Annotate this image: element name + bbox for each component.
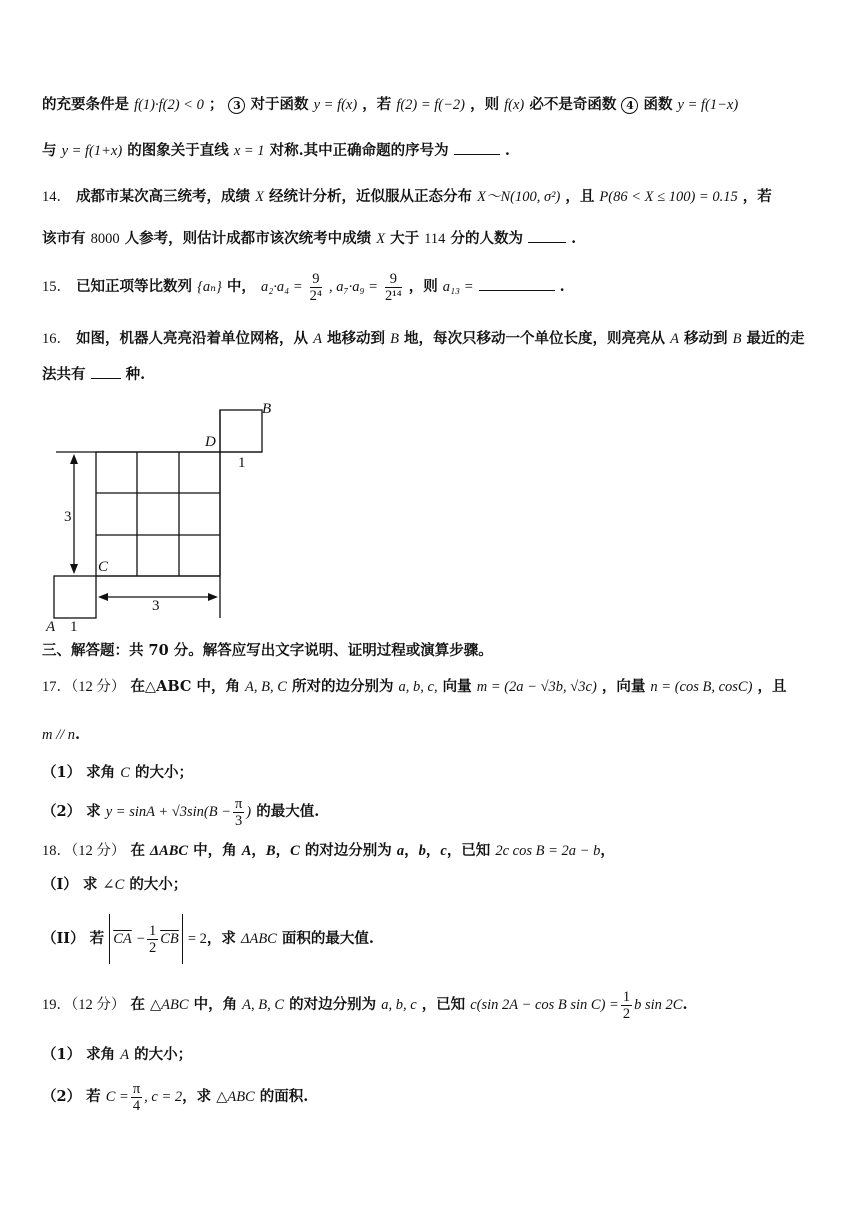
- math-expr: ∠C: [102, 877, 125, 893]
- q19-part2: [42, 1078, 838, 1116]
- text: .: [504, 142, 510, 159]
- math-expr: m = (2a − √3b, √3c): [476, 679, 597, 695]
- numerator: 1: [622, 988, 631, 1005]
- part-label: （2）: [42, 803, 82, 820]
- text: .: [559, 278, 565, 295]
- fraction: [233, 796, 244, 829]
- question-number: 15．: [42, 279, 71, 295]
- label-3-vertical: 3: [64, 509, 72, 525]
- text: 向量: [442, 678, 472, 695]
- numerator: 9: [385, 271, 402, 288]
- numerator: 1: [148, 922, 157, 939]
- grid-outline: [96, 452, 220, 576]
- q18-part1: [42, 874, 838, 896]
- denominator: 3: [235, 812, 243, 829]
- text: 求: [82, 876, 98, 893]
- text: 的最大值.: [256, 803, 320, 820]
- text: 求: [86, 803, 101, 820]
- denominator: 2⁴: [309, 287, 322, 304]
- label-a: A: [46, 619, 56, 635]
- question-number: 18．（12 分）: [42, 843, 126, 859]
- math-expr: , a₇·a₉ =: [329, 279, 378, 295]
- text: 在△ABC 中，角: [130, 678, 240, 695]
- section-heading: [42, 640, 838, 662]
- text: 大于: [390, 230, 420, 247]
- math-num: 8000: [90, 231, 120, 247]
- math-expr: n = (cos B, cosC): [650, 679, 753, 695]
- math-expr: f(2) = f(−2): [396, 97, 466, 113]
- text: 中，: [226, 278, 256, 295]
- q13-line2: [42, 140, 838, 162]
- math-expr: 2c cos B = 2a − b: [495, 843, 601, 859]
- text: 与: [42, 142, 57, 159]
- section-title: 三、解答题：共 70 分。解答应写出文字说明、证明过程或演算步骤。: [42, 642, 493, 659]
- q19-part1: [42, 1044, 838, 1066]
- text: ，: [275, 842, 291, 859]
- text: ，则: [470, 96, 500, 113]
- text: 人参考，则估计成都市该次统考中成绩: [124, 230, 372, 247]
- text: 种.: [125, 366, 146, 383]
- text: ，: [251, 842, 266, 859]
- numerator: 9: [310, 271, 322, 288]
- math-expr: a, b, c,: [398, 679, 438, 695]
- text: 的大小；: [134, 1046, 193, 1063]
- denominator: 4: [132, 1097, 141, 1114]
- math-var: b: [418, 843, 426, 859]
- text: ，求: [182, 1088, 212, 1105]
- q16-line1: [42, 328, 838, 350]
- answer-blank: [91, 364, 121, 379]
- math-var: B: [265, 843, 276, 859]
- math-var: A: [313, 331, 322, 347]
- text: 经统计分析，近似服从正态分布: [269, 188, 473, 205]
- math-expr: C =: [105, 1089, 129, 1105]
- text: 若: [89, 930, 105, 947]
- text: .: [571, 230, 577, 247]
- text: 分的人数为: [450, 230, 523, 247]
- math-expr: f(x): [504, 97, 525, 113]
- math-num: 114: [424, 231, 446, 247]
- math-var: C: [120, 765, 130, 781]
- math-expr: A, B, C: [245, 679, 287, 695]
- q15-line: [42, 268, 838, 306]
- math-expr: b sin 2C: [634, 997, 683, 1013]
- vector: $\overline{CA}$: [113, 931, 132, 947]
- math-expr: , c = 2: [144, 1089, 183, 1105]
- text: 地移动到: [327, 330, 386, 347]
- text: ，已知: [421, 996, 466, 1013]
- text: 在: [130, 996, 145, 1013]
- math-expr: m // n: [42, 727, 76, 743]
- label-3-horizontal: 3: [152, 598, 160, 614]
- text: 求角: [86, 1046, 116, 1063]
- label-1-bottom: 1: [70, 619, 78, 635]
- arrowhead-right: [208, 593, 218, 601]
- text: ，: [404, 842, 419, 859]
- math-var: A: [120, 1047, 130, 1063]
- question-number: 14．: [42, 189, 71, 205]
- arrowhead-left: [98, 593, 108, 601]
- part-label: （2）: [42, 1088, 82, 1105]
- grid-figure: [40, 398, 290, 636]
- part-label: （II）: [42, 930, 85, 947]
- math-expr: a, b, c: [381, 997, 417, 1013]
- text: ，向量: [601, 678, 646, 695]
- question-number: 17．（12 分）: [42, 679, 126, 695]
- question-number: 19．（12 分）: [42, 997, 126, 1013]
- q16-line2: [42, 364, 838, 386]
- text: 函数: [643, 96, 673, 113]
- math-expr: c(sin 2A − cos B sin C) =: [470, 997, 619, 1013]
- arrowhead-up: [70, 454, 78, 464]
- text: 若: [86, 1088, 101, 1105]
- math-var: c: [440, 843, 447, 859]
- text: 已知正项等比数列: [76, 278, 193, 295]
- text: 法共有: [42, 366, 86, 383]
- q18-line1: [42, 840, 838, 862]
- fraction: [385, 271, 402, 304]
- q13-line1: [42, 94, 838, 116]
- math-expr: y = f(x): [313, 97, 358, 113]
- text: 必不是奇函数: [529, 96, 617, 113]
- math-expr: △ABC: [150, 997, 189, 1013]
- math-expr: ΔABC: [240, 931, 277, 947]
- operator: −: [136, 931, 145, 947]
- text: ，求: [206, 930, 236, 947]
- math-expr: x = 1: [233, 143, 265, 159]
- vector: $\overline{CB}$: [160, 931, 179, 947]
- math-expr: {aₙ}: [197, 279, 222, 295]
- answer-blank: [528, 228, 566, 243]
- text: 所对的边分别为: [291, 678, 394, 695]
- math-expr: a₁₃ =: [442, 279, 474, 295]
- math-expr: ΔABC: [150, 843, 189, 859]
- circled-number: 3: [228, 97, 245, 114]
- math-var: a: [396, 843, 405, 859]
- math-var: A: [241, 843, 252, 859]
- text: ，且: [565, 188, 595, 205]
- text: 的面积.: [259, 1088, 309, 1105]
- text: ，: [425, 842, 441, 859]
- label-b: B: [262, 401, 272, 417]
- arrowhead-down: [70, 564, 78, 574]
- answer-blank: [454, 140, 500, 155]
- math-expr: A, B, C: [242, 997, 285, 1013]
- question-number: 16．: [42, 331, 71, 347]
- denominator: 2¹⁴: [384, 287, 402, 304]
- math-expr: f(1)·f(2) < 0: [134, 97, 204, 113]
- math-expr: X～N(100, σ²): [477, 189, 561, 205]
- answer-blank: [479, 276, 555, 291]
- box-ac: [54, 576, 96, 618]
- text: ；: [208, 96, 224, 113]
- math-expr: △ABC: [216, 1089, 255, 1105]
- text: 的对边分别为: [304, 842, 392, 859]
- q18-part2: [42, 914, 838, 964]
- math-var: A: [670, 331, 679, 347]
- text: 的图象关于直线: [127, 142, 229, 159]
- text: 中，角: [193, 996, 238, 1013]
- text: ，则: [408, 278, 438, 295]
- text: 的充要条件是: [42, 96, 129, 113]
- fraction: [310, 271, 322, 304]
- text: 中，角: [193, 842, 237, 859]
- part-label: （1）: [42, 764, 82, 781]
- text: 求角: [86, 764, 116, 781]
- math-var: X: [255, 189, 264, 205]
- text: 该市有: [42, 230, 86, 247]
- math-expr: ): [246, 804, 252, 820]
- text: 最近的走: [746, 330, 805, 347]
- math-expr: y = f(1−x): [677, 97, 739, 113]
- text: 地，每次只移动一个单位长度，则亮亮从: [404, 330, 666, 347]
- q17-part1: [42, 762, 838, 784]
- text: 的对边分别为: [289, 996, 377, 1013]
- q19-line1: [42, 986, 838, 1024]
- math-expr: y = f(1+x): [61, 143, 123, 159]
- math-var: C: [290, 843, 300, 859]
- text: .: [75, 726, 81, 743]
- circled-number: 4: [621, 97, 638, 114]
- text: 在: [130, 842, 145, 859]
- abs-value: [109, 914, 183, 964]
- q17-line2: [42, 724, 838, 746]
- math-expr: = 2: [187, 931, 207, 947]
- text: 移动到: [684, 330, 728, 347]
- box-db: [220, 410, 262, 452]
- text: ，若: [362, 96, 392, 113]
- text: 的大小；: [129, 876, 188, 893]
- fraction: [621, 989, 632, 1022]
- text: ，已知: [446, 842, 491, 859]
- label-1-top: 1: [238, 455, 246, 471]
- denominator: 2: [148, 939, 157, 956]
- label-c: C: [98, 559, 109, 575]
- math-expr: P(86 < X ≤ 100) = 0.15: [599, 189, 738, 205]
- text: 面积的最大值.: [281, 930, 374, 947]
- part-label: （1）: [42, 1046, 82, 1063]
- math-expr: a₂·a₄ =: [260, 279, 303, 295]
- text: 的大小；: [134, 764, 193, 781]
- numerator: π: [132, 1080, 141, 1097]
- part-label: （I）: [42, 876, 78, 893]
- math-expr: y = sinA + √3sin(B −: [105, 804, 231, 820]
- label-d: D: [205, 434, 216, 450]
- text: ，若: [742, 188, 772, 205]
- math-var: B: [732, 331, 742, 347]
- text: ，: [600, 842, 615, 859]
- text: 对于函数: [250, 96, 309, 113]
- fraction: [131, 1081, 142, 1114]
- text: 成都市某次高三统考，成绩: [76, 188, 251, 205]
- fraction: [147, 923, 158, 956]
- q17-part2: [42, 794, 838, 830]
- text: ，且: [757, 678, 787, 695]
- q14-line2: [42, 228, 838, 250]
- math-var: X: [376, 231, 386, 247]
- text: 如图，机器人亮亮沿着单位网格，从: [76, 330, 309, 347]
- text: 对称.其中正确命题的序号为: [269, 142, 449, 159]
- q14-line1: [42, 186, 838, 208]
- text: .: [682, 996, 688, 1013]
- math-var: B: [390, 331, 399, 347]
- denominator: 2: [622, 1005, 631, 1022]
- numerator: π: [234, 795, 243, 812]
- q17-line1: [42, 676, 838, 698]
